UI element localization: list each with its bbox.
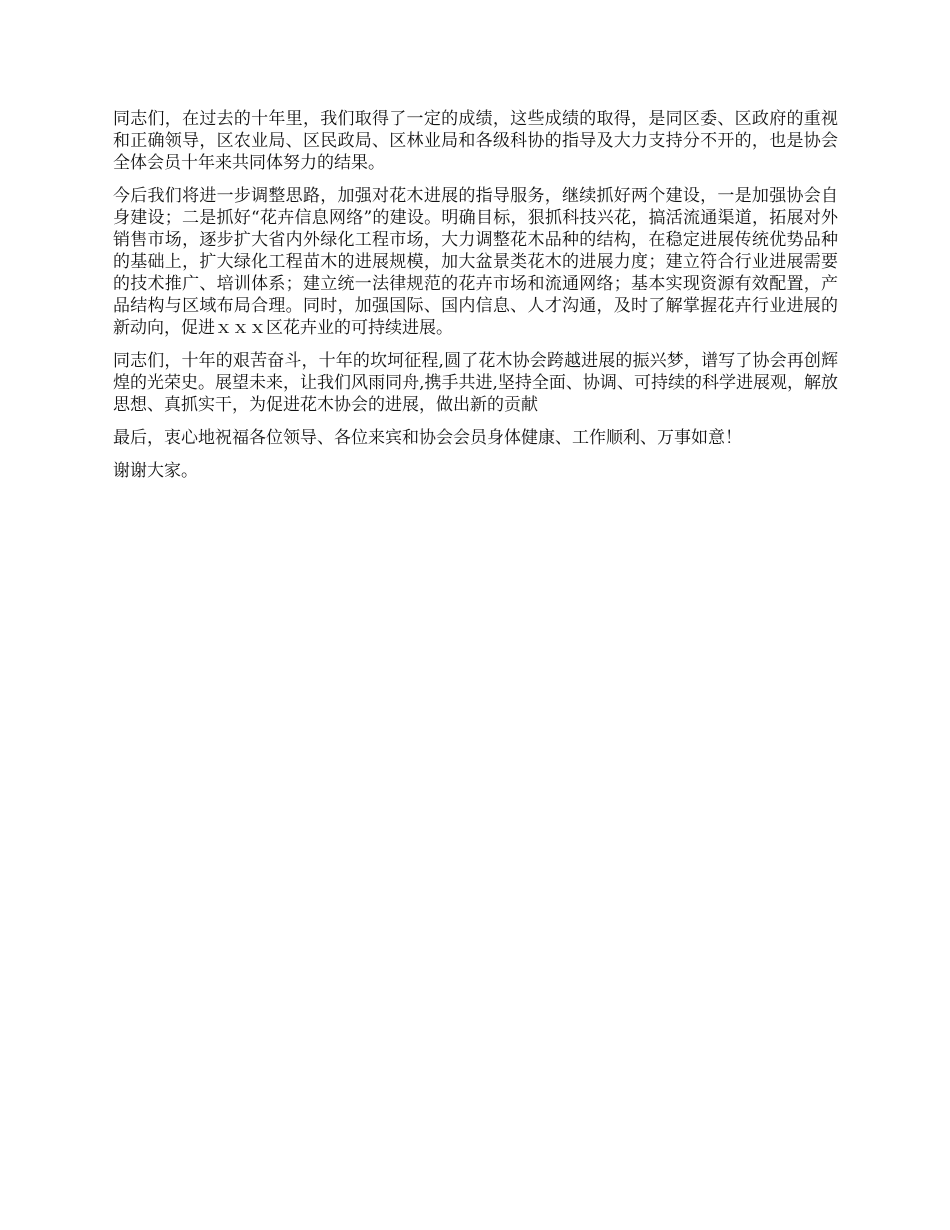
paragraph-thanks: 谢谢大家。 [113, 461, 198, 481]
paragraph-blessing: 最后，衷心地祝福各位领导、各位来宾和协会会员身体健康、工作顺利、万事如意！ [113, 428, 742, 448]
paragraph-outlook: 同志们，十年的艰苦奋斗，十年的坎坷征程,圆了花木协会跨越进展的振兴梦，谱写了协会再创辉煌的光荣史。展望未来，让我们风雨同舟,携手共进,坚持全面、协调、可持续的科学进展观，解放思想、真抓实干，为促进花木协会的进展，做出新的贡献 [113, 351, 838, 415]
paragraph-achievements: 同志们，在过去的十年里，我们取得了一定的成绩，这些成绩的取得，是同区委、区政府的重视和正确领导，区农业局、区民政局、区林业局和各级科协的指导及大力支持分不开的，也是协会全体会员十年来共同体努力的结果。 [113, 109, 838, 173]
paragraph-future-plans: 今后我们将进一步调整思路，加强对花木进展的指导服务，继续抓好两个建设，一是加强协会自身建设；二是抓好“花卉信息网络”的建设。明确目标，狠抓科技兴花，搞活流通渠道，拓展对外销售市场，逐步扩大省内外绿化工程市场，大力调整花木品种的结构，在稳定进展传统优势品种的基础上，扩大绿化工程苗木的进展规模，加大盆景类花木的进展力度；建立符合行业进展需要的技术推广、培训体系；建立统一法律规范的花卉市场和流通网络；基本实现资源有效配置，产品结构与区域布局合理。同时，加强国际、国内信息、人才沟通，及时了解掌握花卉行业进展的新动向，促进ｘｘｘ区花卉业的可持续进展。 [113, 186, 838, 338]
document-body [113, 108, 838, 493]
